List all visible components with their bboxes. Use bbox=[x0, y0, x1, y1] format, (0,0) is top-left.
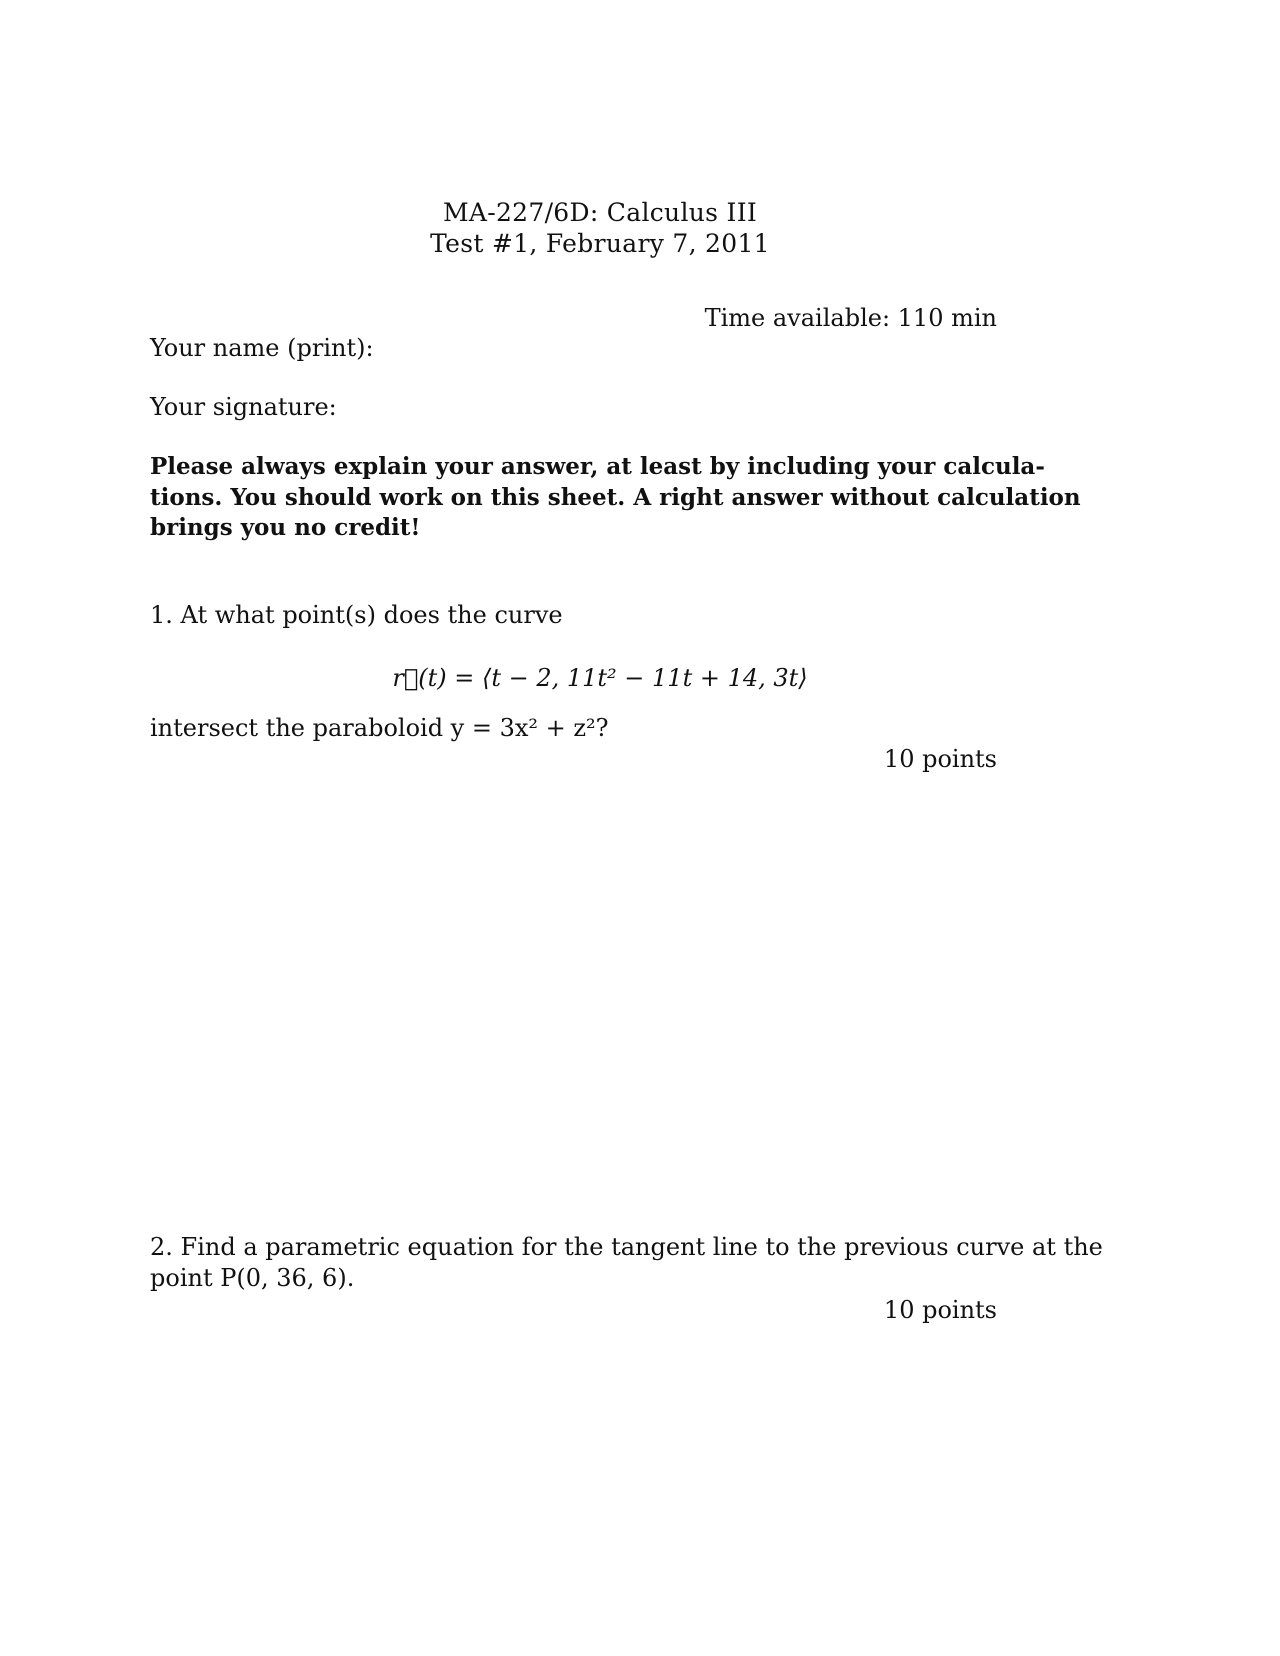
question-2-line-1-text: Find a parametric equation for the tangent line to the previous curve at the bbox=[180, 1233, 1103, 1261]
question-2-prompt bbox=[150, 1232, 1103, 1294]
question-1-points: 10 points bbox=[883, 745, 997, 773]
test-title-text: Test #1, February 7, 2011 bbox=[430, 229, 770, 258]
signature-label: Your signature: bbox=[150, 393, 337, 421]
instructions-line-2: tions. You should work on this sheet. A right answer without calculation bbox=[150, 483, 1081, 511]
instructions-line-3: brings you no credit! bbox=[150, 514, 421, 541]
question-2-number: 2. bbox=[150, 1233, 173, 1261]
question-1-equation: r⃗(t) = ⟨t − 2, 11t² − 11t + 14, 3t⟩ bbox=[392, 664, 808, 692]
question-1-paraboloid: intersect the paraboloid y = 3x² + z²? bbox=[150, 714, 609, 742]
name-label: Your name (print): bbox=[150, 334, 374, 362]
question-1-prompt bbox=[150, 600, 563, 630]
question-2-line-1 bbox=[150, 1232, 1103, 1263]
question-1-number: 1. bbox=[150, 601, 173, 629]
test-title bbox=[0, 229, 1200, 259]
question-1-text: At what point(s) does the curve bbox=[180, 601, 563, 629]
time-available: Time available: 110 min bbox=[704, 304, 997, 332]
course-title bbox=[0, 198, 1200, 228]
question-2-points: 10 points bbox=[883, 1296, 997, 1324]
instructions bbox=[150, 452, 1081, 544]
question-2-line-2: point P(0, 36, 6). bbox=[150, 1264, 355, 1292]
instructions-line-1: Please always explain your answer, at least by including your calcula- bbox=[150, 453, 1045, 480]
course-title-text: MA-227/6D: Calculus III bbox=[442, 198, 758, 227]
